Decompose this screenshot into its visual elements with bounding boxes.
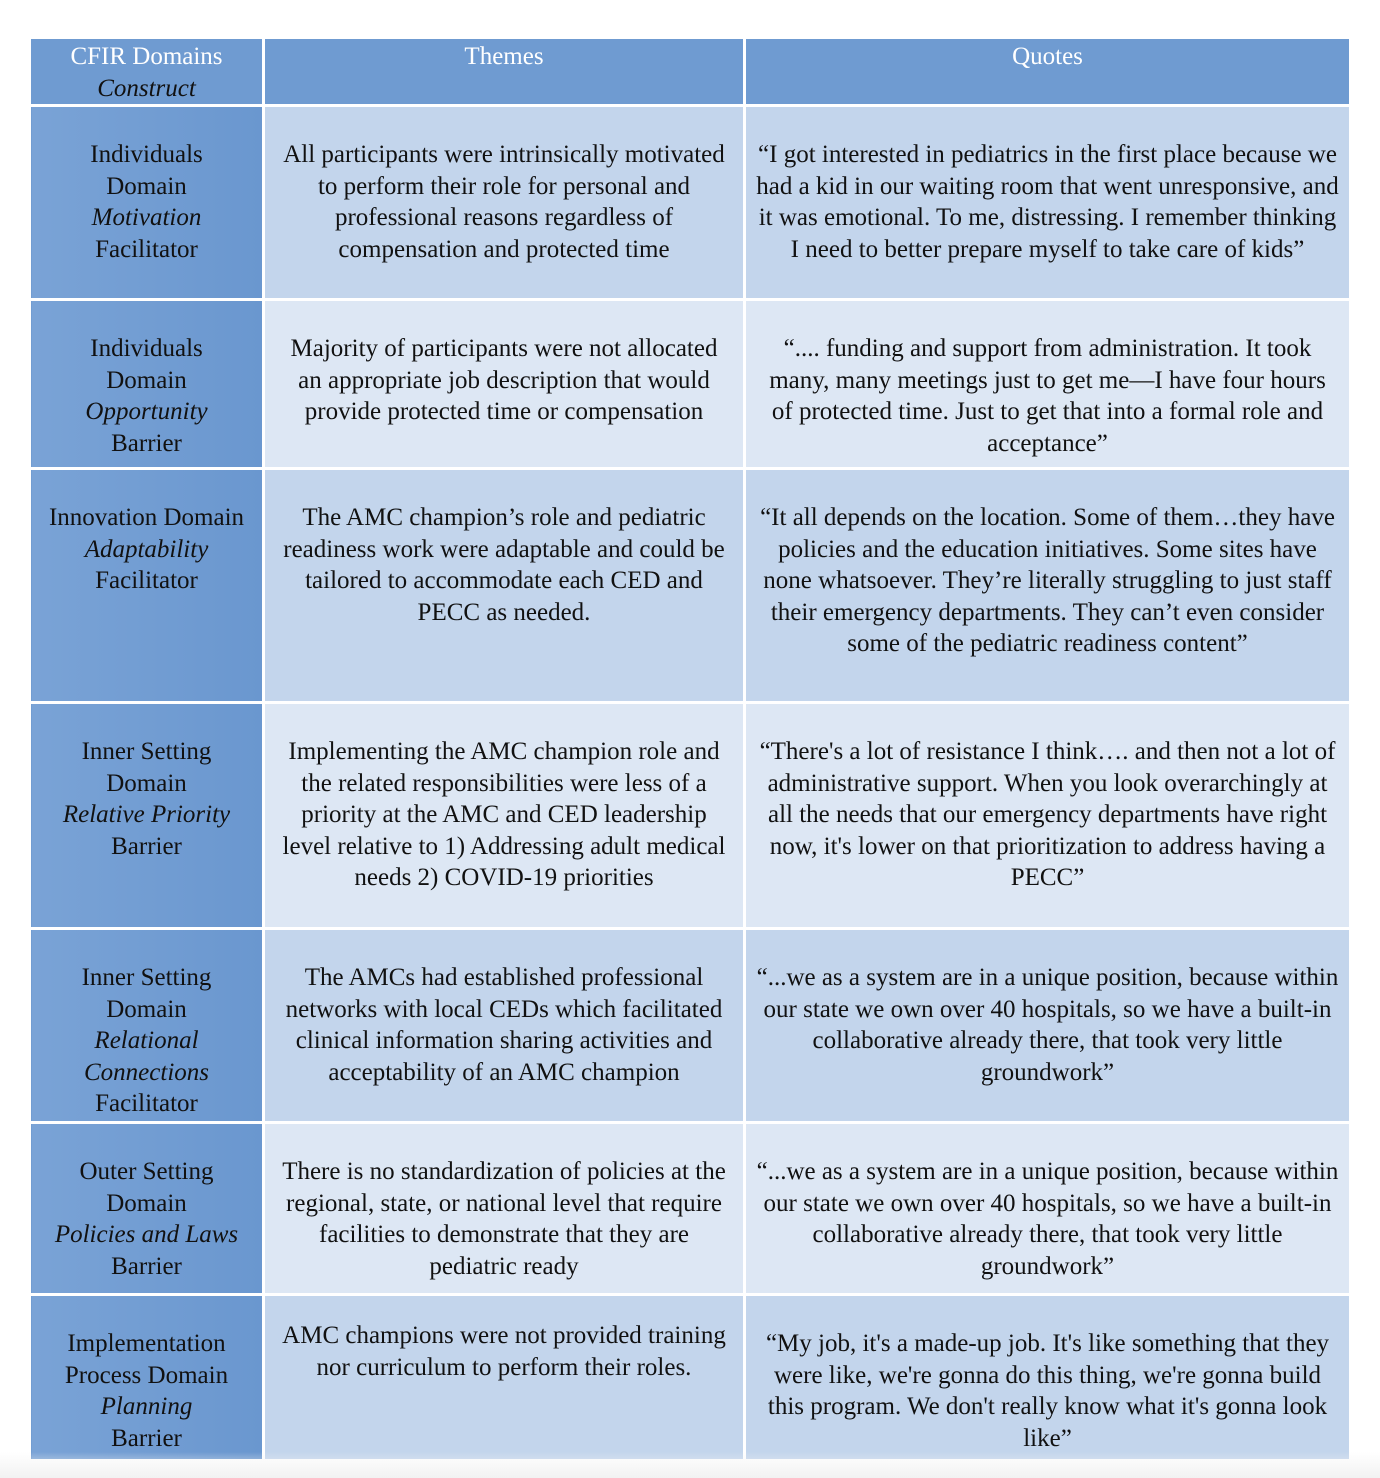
quote-cell: “There's a lot of resistance I think…. and then not a lot of administrative support. When you look overarchingly at all the needs that our emergency departments have right now, it's lower on that prioritization to address having a PECC” bbox=[745, 703, 1351, 929]
domain-cell bbox=[30, 703, 264, 929]
barrier-facilitator-type: Barrier bbox=[111, 832, 182, 860]
domain-name-line: Inner Setting bbox=[81, 738, 212, 765]
barrier-facilitator-type: Barrier bbox=[111, 429, 182, 457]
theme-cell: AMC champions were not provided training nor curriculum to perform their roles. bbox=[264, 1295, 745, 1461]
bottom-edge-shadow bbox=[0, 1452, 1380, 1478]
theme-cell: Majority of participants were not allocated an appropriate job description that would provide protected time or compensation bbox=[264, 300, 745, 469]
header-themes: Themes bbox=[264, 38, 745, 106]
table-row bbox=[30, 929, 1351, 1123]
barrier-facilitator-type: Barrier bbox=[111, 1424, 182, 1452]
construct-name: Policies and Laws bbox=[54, 1221, 239, 1248]
table-row bbox=[30, 703, 1351, 929]
domain-cell bbox=[30, 469, 264, 703]
domain-name-line: Innovation Domain bbox=[48, 504, 245, 531]
construct-name: Adaptability bbox=[84, 535, 209, 563]
barrier-facilitator-type: Facilitator bbox=[95, 1090, 198, 1117]
header-domains bbox=[30, 38, 264, 106]
domain-cell bbox=[30, 106, 264, 300]
barrier-facilitator-type: Facilitator bbox=[95, 235, 198, 263]
domain-name-line: Outer Setting bbox=[79, 1158, 214, 1185]
quote-cell: “...we as a system are in a unique position, because within our state we own over 40 hospitals, so we have a built-in collaborative already there, that took very little groundwork” bbox=[745, 1123, 1351, 1295]
construct-name: Opportunity bbox=[85, 398, 208, 425]
table-row bbox=[30, 1123, 1351, 1295]
construct-name: Planning bbox=[100, 1393, 193, 1420]
barrier-facilitator-type: Barrier bbox=[111, 1252, 182, 1280]
header-construct-subtitle: Construct bbox=[97, 74, 196, 102]
theme-cell: All participants were intrinsically motivated to perform their role for personal and professional reasons regardless of compensation and protected time bbox=[264, 106, 745, 300]
construct-name: Relational Connections bbox=[84, 1027, 209, 1086]
quote-cell: “I got interested in pediatrics in the first place because we had a kid in our waiting room that went unresponsive, and it was emotional. To me, distressing. I remember thinking I need to better prepare myself to take care of kids” bbox=[745, 106, 1351, 300]
domain-name-line: Domain bbox=[106, 172, 187, 200]
theme-cell: The AMCs had established professional networks with local CEDs which facilitated clinical information sharing activities and acceptability of an AMC champion bbox=[264, 929, 745, 1123]
domain-name-line: Domain bbox=[106, 1189, 187, 1217]
header-domains-title: CFIR Domains bbox=[70, 43, 223, 70]
theme-cell: There is no standardization of policies at the regional, state, or national level that require facilities to demonstrate that they are pediatric ready bbox=[264, 1123, 745, 1295]
domain-name-line: Domain bbox=[106, 366, 187, 394]
theme-cell: Implementing the AMC champion role and the related responsibilities were less of a priority at the AMC and CED leadership level relative to 1) Addressing adult medical needs 2) COVID-19 priorities bbox=[264, 703, 745, 929]
domain-name-line: Implementation bbox=[67, 1330, 226, 1357]
cfir-table-container bbox=[28, 36, 1349, 1462]
quote-cell: “.... funding and support from administration. It took many, many meetings just to get me—I have four hours of protected time. Just to get that into a formal role and acceptance” bbox=[745, 300, 1351, 469]
domain-name-line: Individuals bbox=[90, 141, 203, 168]
header-row bbox=[30, 38, 1351, 106]
domain-cell bbox=[30, 929, 264, 1123]
quote-cell: “It all depends on the location. Some of them…they have policies and the education initiatives. Some sites have none whatsoever. They’re literally struggling to just staff their emergency departments. They can’t even consider some of the pediatric readiness content” bbox=[745, 469, 1351, 703]
cfir-table bbox=[28, 36, 1352, 1462]
table-row bbox=[30, 1295, 1351, 1461]
domain-name-line: Individuals bbox=[90, 335, 203, 362]
domain-name-line: Domain bbox=[106, 995, 187, 1023]
domain-name-line: Process Domain bbox=[64, 1361, 229, 1389]
header-quotes: Quotes bbox=[745, 38, 1351, 106]
table-row bbox=[30, 106, 1351, 300]
domain-cell bbox=[30, 300, 264, 469]
table-row bbox=[30, 300, 1351, 469]
domain-name-line: Domain bbox=[106, 769, 187, 797]
table-row bbox=[30, 469, 1351, 703]
domain-cell bbox=[30, 1295, 264, 1461]
domain-cell bbox=[30, 1123, 264, 1295]
domain-name-line: Inner Setting bbox=[81, 964, 212, 991]
theme-cell: The AMC champion’s role and pediatric readiness work were adaptable and could be tailored to accommodate each CED and PECC as needed. bbox=[264, 469, 745, 703]
quote-cell: “...we as a system are in a unique position, because within our state we own over 40 hospitals, so we have a built-in collaborative already there, that took very little groundwork” bbox=[745, 929, 1351, 1123]
construct-name: Relative Priority bbox=[62, 801, 231, 828]
quote-cell: “My job, it's a made-up job. It's like something that they were like, we're gonna do this thing, we're gonna build this program. We don't really know what it's gonna look like” bbox=[745, 1295, 1351, 1461]
barrier-facilitator-type: Facilitator bbox=[95, 567, 198, 594]
construct-name: Motivation bbox=[91, 204, 202, 231]
